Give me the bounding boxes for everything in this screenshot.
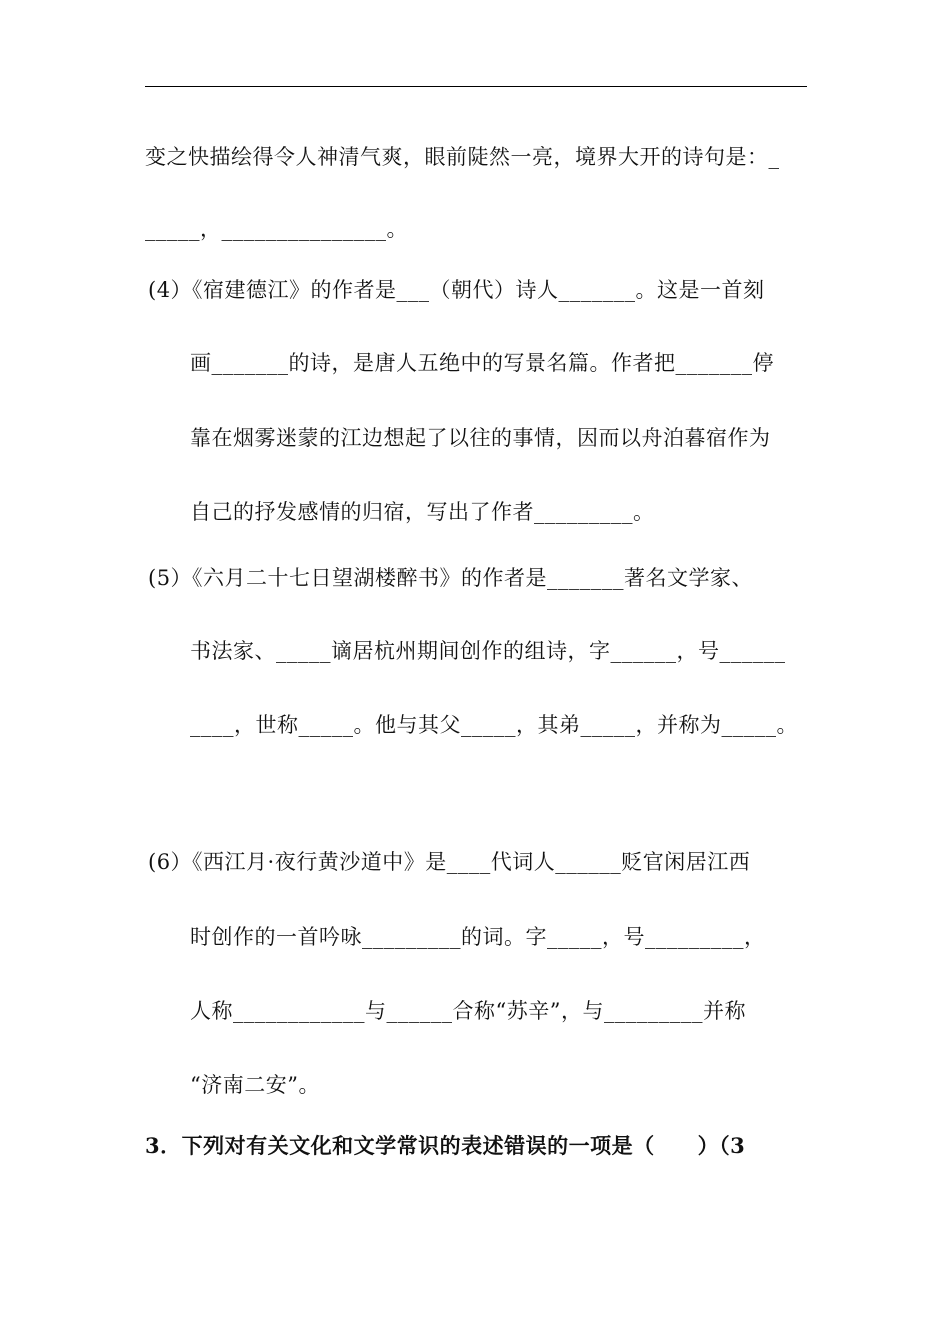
question-6-line-2: 时创作的一首吟咏_________的词。字_____，号_________， (190, 925, 766, 949)
text-line-2: _____，_______________。 (145, 217, 408, 241)
question-6-line-4: “济南二安”。 (190, 1073, 320, 1097)
question-6-line-3: 人称____________与______合称“苏辛”，与_________并称 (190, 999, 746, 1023)
question-4-line-4: 自己的抒发感情的归宿，写出了作者_________。 (190, 500, 655, 524)
question-4-line-2: 画_______的诗，是唐人五绝中的写景名篇。作者把_______停 (190, 351, 774, 375)
text-line-1: 变之快描绘得令人神清气爽，眼前陡然一亮，境界大开的诗句是：_ (145, 145, 780, 169)
header-rule (145, 86, 807, 87)
question-4-line-1: (4）《宿建德江》的作者是___（朝代）诗人_______。这是一首刻 (148, 278, 765, 302)
question-6-line-1: (6）《西江月·夜行黄沙道中》是____代词人______贬官闲居江西 (148, 850, 751, 874)
question-4-line-3: 靠在烟雾迷蒙的江边想起了以往的事情，因而以舟泊暮宿作为 (190, 426, 771, 450)
question-3-heading: 3．下列对有关文化和文学常识的表述错误的一项是（ ）（3 (145, 1133, 746, 1158)
question-5-line-1: (5）《六月二十七日望湖楼醉书》的作者是_______著名文学家、 (148, 566, 754, 590)
question-5-line-3: ____，世称_____。他与其父_____，其弟_____，并称为_____。 (190, 713, 798, 737)
question-5-line-2: 书法家、_____谪居杭州期间创作的组诗，字______，号______ (190, 639, 786, 663)
